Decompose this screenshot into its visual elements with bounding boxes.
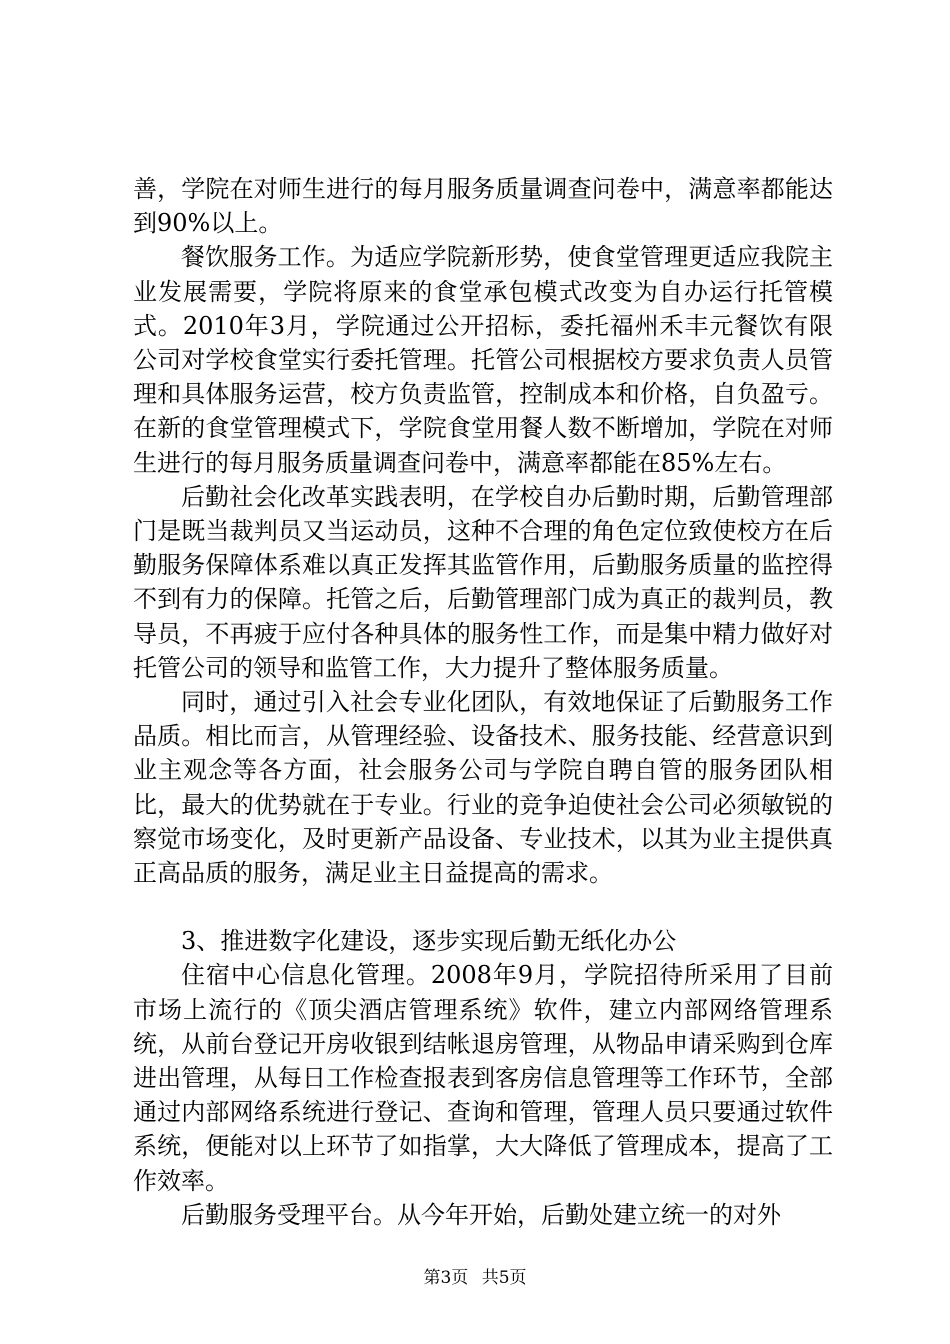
paragraph-1: 善，学院在对师生进行的每月服务质量调查问卷中，满意率都能达到90%以上。 bbox=[133, 175, 833, 238]
page-number: 第3页 bbox=[423, 1268, 469, 1288]
paragraph-lodging-informatization: 住宿中心信息化管理。2008年9月，学院招待所采用了目前市场上流行的《顶尖酒店管理系统》软件，建立内部网络管理系统，从前台登记开房收银到结帐退房管理，从物品申请采购到仓库进出管理，从每日工作检查报表到客房信息管理等工作环节，全部通过内部网络系统进行登记、查询和管理，管理人员只要通过软件系统，便能对以上环节了如指掌，大大降低了管理成本，提高了工作效率。 bbox=[133, 961, 833, 1195]
paragraph-service-platform: 后勤服务受理平台。从今年开始，后勤处建立统一的对外 bbox=[181, 1200, 781, 1229]
paragraph-catering-service: 餐饮服务工作。为适应学院新形势，使食堂管理更适应我院主业发展需要，学院将原来的食堂承包模式改变为自办运行托管模式。2010年3月，学院通过公开招标，委托福州禾丰元餐饮有限公司对学校食堂实行委托管理。托管公司根据校方要求负责人员管理和具体服务运营，校方负责监管，控制成本和价格，自负盈亏。在新的食堂管理模式下，学院食堂用餐人数不断增加，学院在对师生进行的每月服务质量调查问卷中，满意率都能在85%左右。 bbox=[133, 243, 833, 477]
section-heading: 3、推进数字化建设，逐步实现后勤无纸化办公 bbox=[181, 927, 677, 956]
page-footer bbox=[0, 1268, 950, 1288]
paragraph-professional-team: 同时，通过引入社会专业化团队，有效地保证了后勤服务工作品质。相比而言，从管理经验、设备技术、服务技能、经营意识到业主观念等各方面，社会服务公司与学院自聘自管的服务团队相比，最大的优势就在于专业。行业的竞争迫使社会公司必须敏锐的察觉市场变化，及时更新产品设备、专业技术，以其为业主提供真正高品质的服务，满足业主日益提高的需求。 bbox=[133, 688, 833, 888]
paragraph-reform-practice: 后勤社会化改革实践表明，在学校自办后勤时期，后勤管理部门是既当裁判员又当运动员，这种不合理的角色定位致使校方在后勤服务保障体系难以真正发挥其监管作用，后勤服务质量的监控得不到有力的保障。托管之后，后勤管理部门成为真正的裁判员，教导员，不再疲于应付各种具体的服务性工作，而是集中精力做好对托管公司的领导和监管工作，大力提升了整体服务质量。 bbox=[133, 482, 833, 682]
page-total: 共5页 bbox=[481, 1268, 527, 1288]
document-body bbox=[133, 172, 833, 1232]
